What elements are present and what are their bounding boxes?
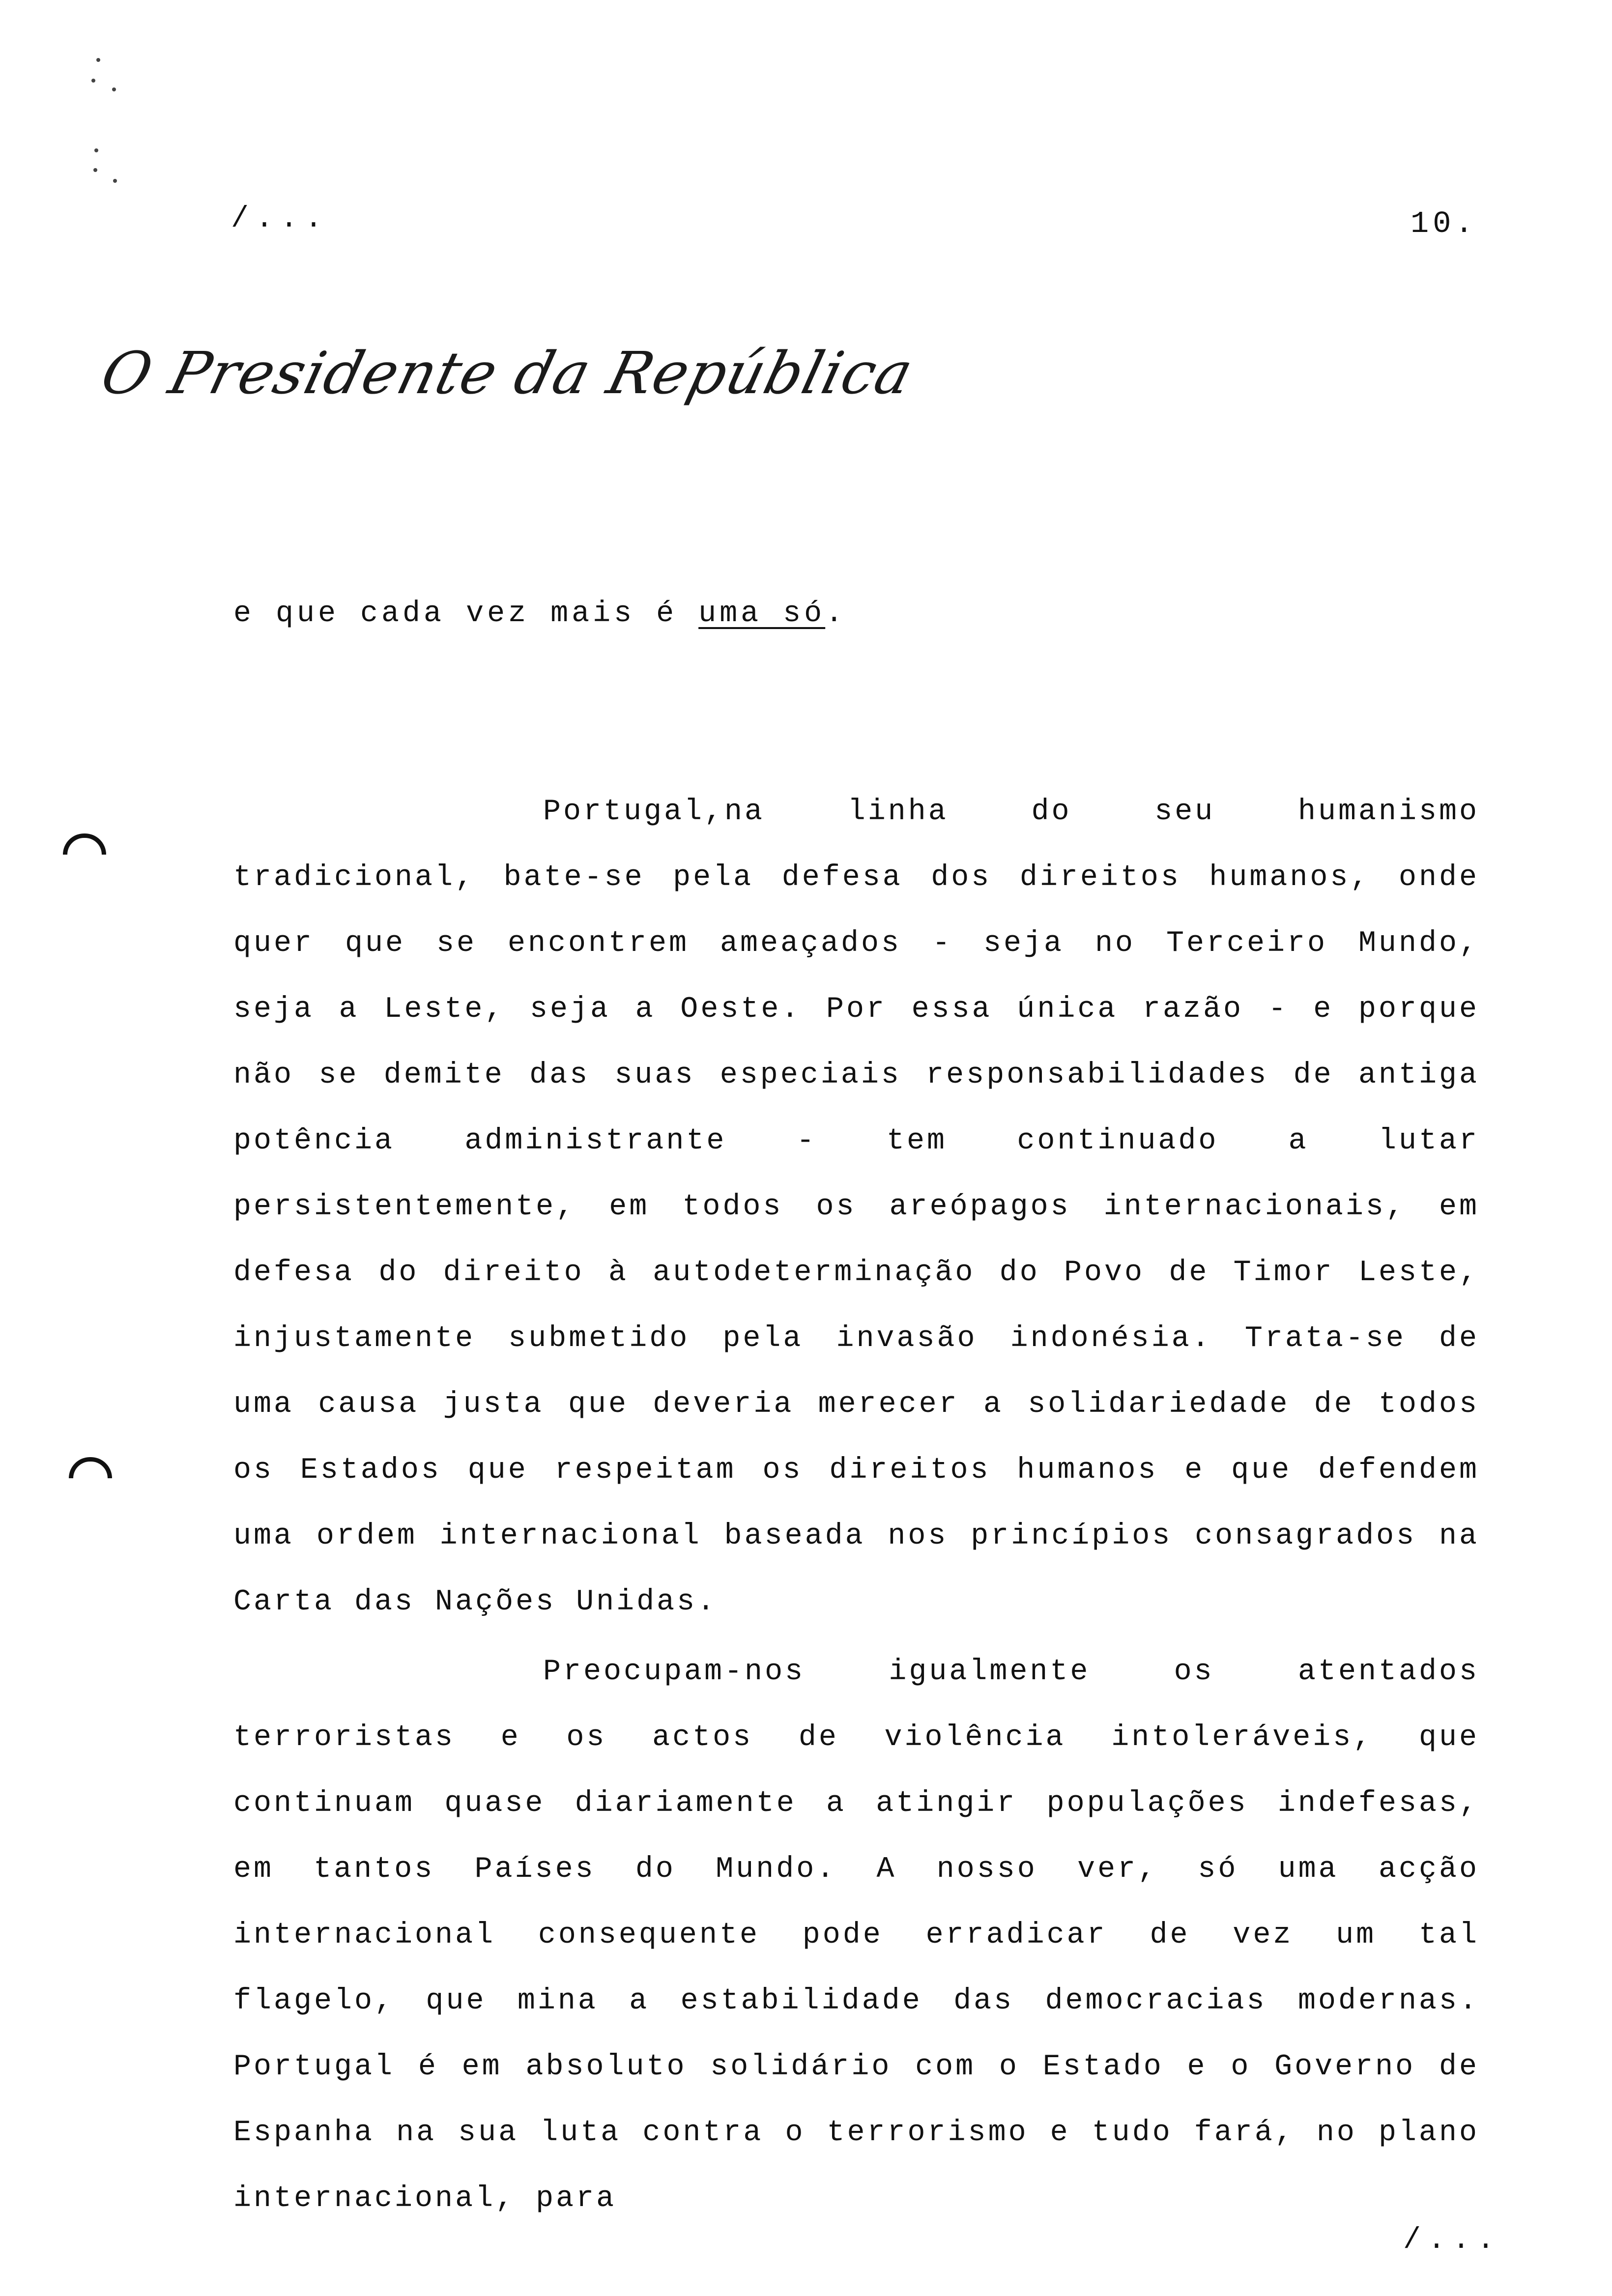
- scan-speck: [112, 87, 116, 91]
- intro-text: e que cada vez mais é: [233, 597, 699, 631]
- scan-speck: [96, 58, 100, 62]
- continuation-mark-top: /...: [231, 202, 330, 236]
- scan-speck: [93, 168, 97, 172]
- paragraph-human-rights: Portugal,na linha do seu humanismo tradicional, bate-se pela defesa dos direitos humanos, onde quer que se encontrem ameaçados - seja no Terceiro Mundo, seja a Leste, seja a Oeste. Por essa única razão - e porque não se demite das suas especiais responsabilidades de antiga potência administrante - tem continuado a lutar persistentemente, em todos os areópagos internacionais, em defesa do direito à autodeterminação do Povo de Timor Leste, injustamente submetido pela invasão indonésia. Trata-se de uma causa justa que deveria merecer a solidariedade de todos os Estados que respeitam os direitos humanos e que defendem uma ordem internacional baseada nos princípios consagrados na Carta das Nações Unidas.: [233, 795, 1479, 1619]
- intro-line: [233, 597, 846, 631]
- letterhead-title: O Presidente da República: [94, 339, 921, 407]
- page-number: 10.: [1410, 206, 1477, 241]
- paragraph-terrorism: Preocupam-nos igualmente os atentados terroristas e os actos de violência intoleráveis, que continuam quase diariamente a atingir populações indefesas, em tantos Países do Mundo. A nosso ver, só uma acção internacional consequente pode erradicar de vez um tal flagelo, que mina a estabilidade das democracias modernas. Portugal é em absoluto solidário com o Estado e o Governo de Espanha na sua luta contra o terrorismo e tudo fará, no plano internacional, para: [233, 1655, 1479, 2215]
- scan-speck: [94, 148, 98, 152]
- punch-hole-mark: [63, 833, 106, 855]
- intro-period: .: [825, 597, 847, 631]
- scan-speck: [91, 79, 95, 83]
- punch-hole-mark: [69, 1457, 112, 1478]
- continuation-mark-bottom: /...: [1403, 2224, 1502, 2257]
- scan-speck: [113, 179, 117, 183]
- intro-emphasis: uma só: [698, 597, 826, 631]
